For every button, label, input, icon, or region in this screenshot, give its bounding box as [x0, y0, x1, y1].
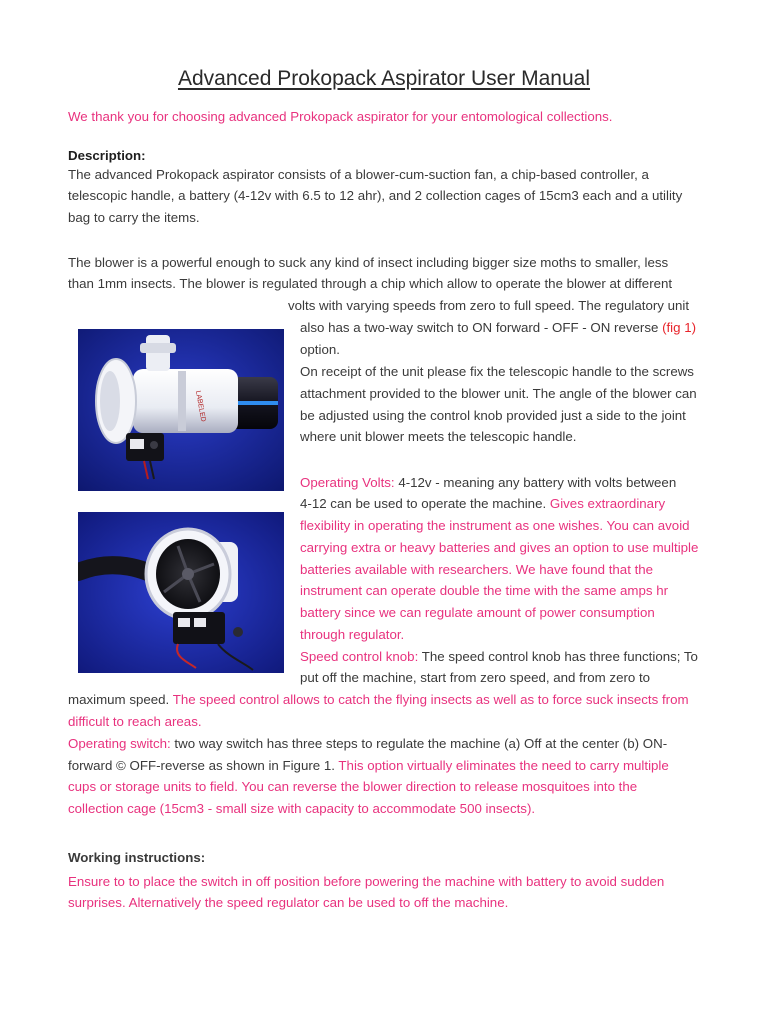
speed-line-2: put off the machine, start from zero speed, and from zero to	[300, 670, 651, 685]
volts-highlight-6: battery since we can regulate amount of power consumption	[300, 605, 655, 620]
speed-highlight-1: The speed control allows to catch the flying insects as well as to force suck insects from	[172, 692, 689, 707]
receipt-line-4: where unit blower meets the telescopic handle.	[300, 429, 577, 444]
switch-text-2: forward © OFF-reverse as shown in Figure 1.	[68, 758, 339, 773]
volts-line-1	[300, 472, 676, 494]
switch-line-1	[68, 733, 667, 755]
working-line-2: surprises. Alternatively the speed regulator can be used to off the machine.	[68, 895, 509, 910]
operating-volts-label: Operating Volts:	[300, 475, 395, 490]
switch-highlight-1: This option virtually eliminates the need to carry multiple	[338, 758, 669, 773]
blower-line-4	[300, 317, 696, 339]
page-title: Advanced Prokopack Aspirator User Manual	[177, 67, 591, 90]
blower-line-2: than 1mm insects. The blower is regulated through a chip which allow to operate the blower at different	[68, 276, 673, 291]
working-heading: Working instructions:	[68, 850, 206, 865]
switch-text-1: two way switch has three steps to regulate the machine (a) Off at the center (b) ON-	[170, 736, 668, 751]
volts-text-2: 4-12 can be used to operate the machine.	[300, 496, 550, 511]
description-line-3: bag to carry the items.	[68, 210, 200, 225]
speed-highlight-2: difficult to reach areas.	[68, 714, 202, 729]
blower-fan-front-photo	[78, 512, 284, 673]
blower-line-4-text: also has a two-way switch to ON forward - OFF - ON reverse	[300, 320, 663, 335]
speed-control-label: Speed control knob:	[300, 649, 419, 664]
receipt-line-3: be adjusted using the control knob provided just a side to the joint	[300, 408, 686, 423]
receipt-line-2: attachment provided to the blower unit. The angle of the blower can	[300, 386, 697, 401]
speed-text-3: maximum speed.	[68, 692, 173, 707]
fig-1-reference: (fig 1)	[662, 320, 697, 335]
speed-line-3	[68, 689, 689, 711]
volts-highlight-7: through regulator.	[300, 627, 405, 642]
volts-text-1: 4-12v - meaning any battery with volts between	[394, 475, 677, 490]
volts-line-2	[300, 493, 665, 515]
blower-line-3: volts with varying speeds from zero to full speed. The regulatory unit	[288, 298, 690, 313]
volts-highlight-4: batteries available with researchers. We have found that the	[300, 562, 654, 577]
switch-highlight-2: cups or storage units to field. You can reverse the blower direction to release mosquitoes into the	[68, 779, 638, 794]
description-heading: Description:	[68, 148, 146, 163]
blower-fan-illustration	[78, 512, 284, 673]
receipt-line-1: On receipt of the unit please fix the telescopic handle to the screws	[300, 364, 694, 379]
switch-highlight-3: collection cage (15cm3 - small size with capacity to accommodate 500 insects).	[68, 801, 536, 816]
description-line-1: The advanced Prokopack aspirator consists of a blower-cum-suction fan, a chip-based controller, a	[68, 167, 649, 182]
speed-text-1: The speed control knob has three functions; To	[418, 649, 698, 664]
speed-line-1	[300, 646, 698, 668]
working-line-1: Ensure to to place the switch in off position before powering the machine with battery to avoid sudden	[68, 874, 665, 889]
volts-highlight-5: instrument can operate double the time with the same amps hr	[300, 583, 669, 598]
volts-highlight-3: carrying extra or heavy batteries and gives an option to use multiple	[300, 540, 699, 555]
volts-highlight-2: flexibility in operating the instrument as one wishes. You can avoid	[300, 518, 690, 533]
operating-switch-label: Operating switch:	[68, 736, 171, 751]
volts-highlight-1: Gives extraordinary	[549, 496, 666, 511]
switch-line-2	[68, 755, 669, 777]
blower-unit-illustration	[78, 329, 284, 491]
svg-text:LABELED: LABELED	[194, 390, 207, 423]
intro-text: We thank you for choosing advanced Prokopack aspirator for your entomological collections.	[68, 109, 613, 124]
description-line-2: telescopic handle, a battery (4-12v with 6.5 to 12 ahr), and 2 collection cages of 15cm3 each and a utility	[68, 188, 683, 203]
blower-line-5: option.	[300, 342, 340, 357]
blower-unit-photo	[78, 329, 284, 491]
blower-line-1: The blower is a powerful enough to suck any kind of insect including bigger size moths to smaller, less	[68, 255, 669, 270]
